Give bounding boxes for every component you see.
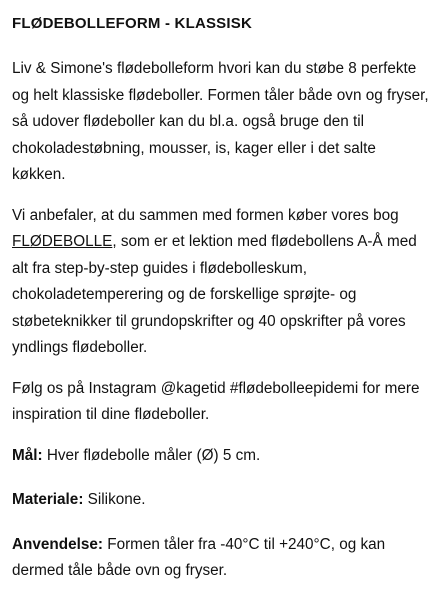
recommend-text-after: , som er et lektion med flødebollens A-Å med alt fra step-by-step guides i flødebolleskum, chokoladetemperering og de forskellige sprøjte- og støbeteknikker til grundopskrifter og 40 opskrifter på vores yndlings flødeboller. xyxy=(12,233,417,356)
size-label: Mål: xyxy=(12,446,43,464)
instagram-paragraph: Følg os på Instagram @kagetid #flødebolleepidemi for mere inspiration til dine flødeboller. xyxy=(12,379,420,423)
recommend-text-before: Vi anbefaler, at du sammen med formen køber vores bog xyxy=(12,206,399,224)
product-description xyxy=(12,14,432,602)
book-link[interactable]: FLØDEBOLLE xyxy=(12,233,113,250)
material-value: Silikone. xyxy=(83,491,146,508)
usage-paragraph xyxy=(12,532,432,585)
product-title: FLØDEBOLLEFORM - KLASSISK xyxy=(12,15,252,32)
recommend-paragraph xyxy=(12,203,432,362)
size-paragraph xyxy=(12,443,432,470)
usage-value: Formen tåler fra -40°C til +240°C, og kan dermed tåle både ovn og fryser. xyxy=(12,535,386,579)
material-paragraph xyxy=(12,487,432,514)
size-value: Hver flødebolle måler (Ø) 5 cm. xyxy=(42,446,261,464)
intro-paragraph: Liv & Simone's flødebolleform hvori kan du støbe 8 perfekte og helt klassiske flødeboller. Formen tåler både ovn og fryser, så udover flødeboller kan du bl.a. også bruge den til chokoladestøbning, mousser, is, kager eller i det salte køkken. xyxy=(12,60,429,183)
usage-label: Anvendelse: xyxy=(12,535,103,553)
material-label: Materiale: xyxy=(12,491,84,508)
